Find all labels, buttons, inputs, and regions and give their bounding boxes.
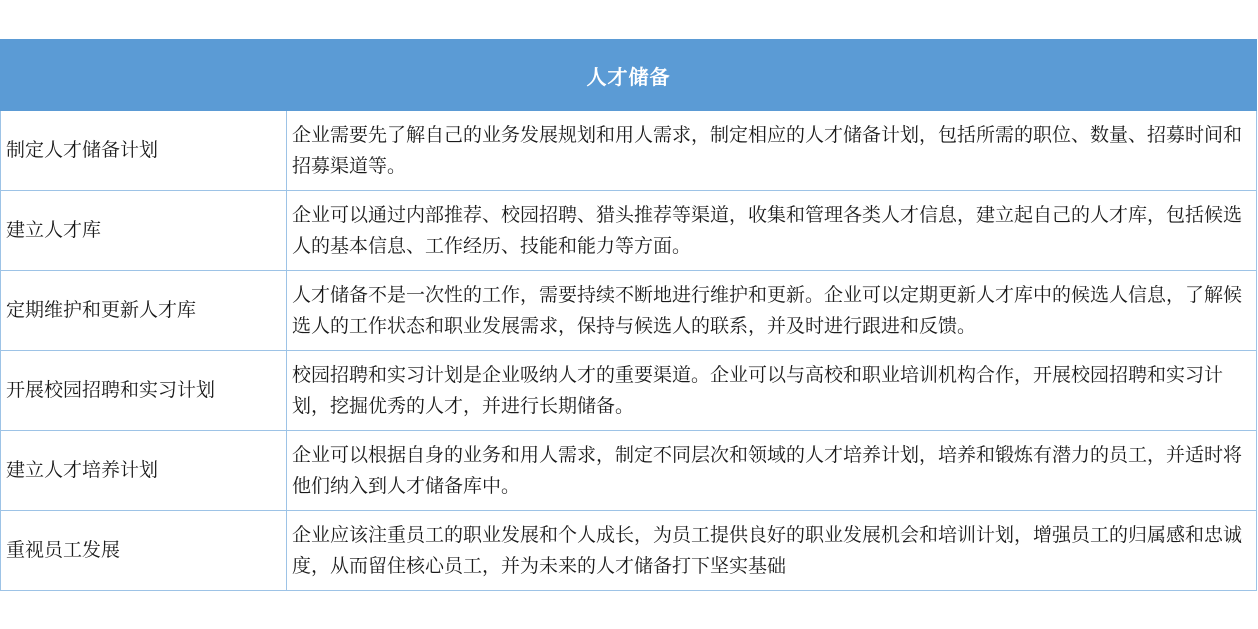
table-row	[1, 511, 1257, 591]
table-row	[1, 351, 1257, 431]
row-item-description: 企业可以根据自身的业务和用人需求，制定不同层次和领域的人才培养计划，培养和锻炼有潜力的员工，并适时将他们纳入到人才储备库中。	[287, 431, 1257, 511]
row-item-label: 开展校园招聘和实习计划	[1, 351, 287, 431]
table-row	[1, 271, 1257, 351]
row-item-label: 定期维护和更新人才库	[1, 271, 287, 351]
talent-reserve-table	[0, 39, 1257, 591]
row-item-label: 建立人才培养计划	[1, 431, 287, 511]
row-item-label: 制定人才储备计划	[1, 111, 287, 191]
table-title: 人才储备	[1, 40, 1257, 111]
table-header-row	[1, 40, 1257, 111]
table-row	[1, 431, 1257, 511]
row-item-description: 人才储备不是一次性的工作，需要持续不断地进行维护和更新。企业可以定期更新人才库中的候选人信息，了解候选人的工作状态和职业发展需求，保持与候选人的联系，并及时进行跟进和反馈。	[287, 271, 1257, 351]
row-item-description: 企业应该注重员工的职业发展和个人成长，为员工提供良好的职业发展机会和培训计划，增强员工的归属感和忠诚度，从而留住核心员工，并为未来的人才储备打下坚实基础	[287, 511, 1257, 591]
row-item-description: 企业可以通过内部推荐、校园招聘、猎头推荐等渠道，收集和管理各类人才信息，建立起自己的人才库，包括候选人的基本信息、工作经历、技能和能力等方面。	[287, 191, 1257, 271]
row-item-description: 校园招聘和实习计划是企业吸纳人才的重要渠道。企业可以与高校和职业培训机构合作，开展校园招聘和实习计划，挖掘优秀的人才，并进行长期储备。	[287, 351, 1257, 431]
row-item-label: 重视员工发展	[1, 511, 287, 591]
table-row	[1, 191, 1257, 271]
table-row	[1, 111, 1257, 191]
talent-reserve-table-container	[0, 39, 1257, 591]
row-item-description: 企业需要先了解自己的业务发展规划和用人需求，制定相应的人才储备计划，包括所需的职位、数量、招募时间和招募渠道等。	[287, 111, 1257, 191]
row-item-label: 建立人才库	[1, 191, 287, 271]
